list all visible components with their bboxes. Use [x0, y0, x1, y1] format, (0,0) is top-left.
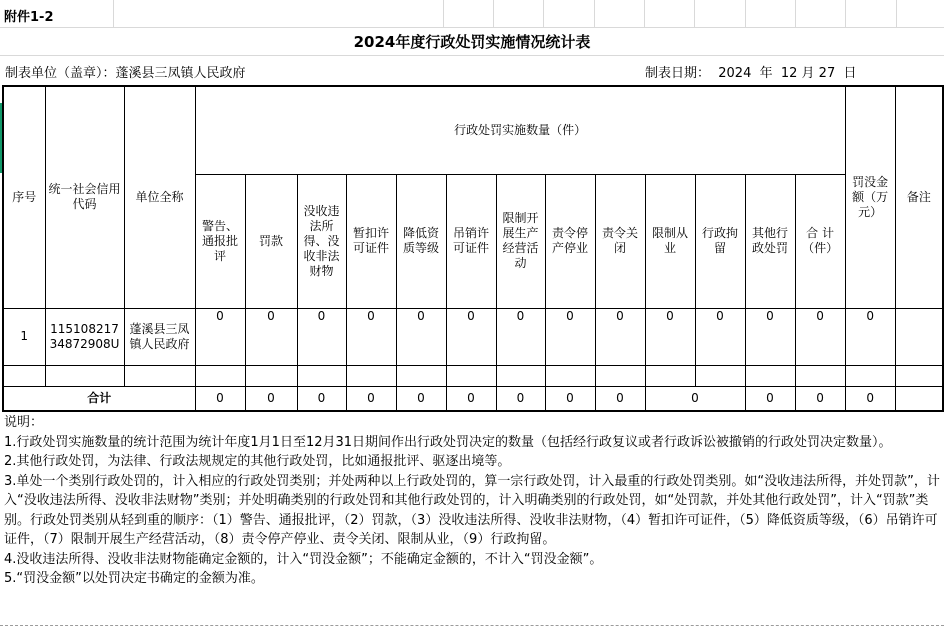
header-sub-suspend-license: 暂扣许可证件 [346, 174, 396, 308]
gridline [0, 55, 944, 56]
note-item-1: 1.行政处罚实施数量的统计范围为统计年度1月1日至12月31日期间作出行政处罚决定的数量（包括经行政复议或者行政诉讼被撤销的行政处罚决定数量）。 [4, 434, 892, 450]
total-cell: 0 [745, 386, 795, 411]
header-remark: 备注 [895, 86, 943, 308]
note-item-2: 2.其他行政处罚，为法律、行政法规规定的其他行政处罚，比如通报批评、驱逐出境等。 [4, 454, 511, 469]
header-sub-order-close: 责令关闭 [595, 174, 645, 308]
header-seq: 序号 [3, 86, 45, 308]
cell-value: 0 [496, 308, 545, 365]
header-amount: 罚没金额（万元） [845, 86, 895, 308]
cell-value: 0 [297, 308, 346, 365]
empty-cell [195, 365, 245, 386]
gridline [443, 0, 444, 27]
prepared-date-label: 制表日期： 2024 年 12 月 27 日 [645, 66, 857, 81]
total-cell-remark [895, 386, 943, 411]
total-cell: 0 [545, 386, 595, 411]
gridline [896, 0, 897, 27]
empty-cell [795, 365, 845, 386]
header-sub-fine: 罚款 [245, 174, 297, 308]
empty-cell [124, 365, 195, 386]
empty-cell [545, 365, 595, 386]
attachment-label: 附件1-2 [4, 10, 54, 25]
total-cell: 0 [396, 386, 446, 411]
gridline [795, 0, 796, 27]
gridline [845, 0, 846, 27]
total-cell: 0 [795, 386, 845, 411]
total-row-label: 合计 [3, 386, 195, 411]
note-item-4: 4.没收违法所得、没收非法财物能确定金额的，计入“罚没金额”；不能确定金额的，不计入“罚没金额”。 [4, 551, 603, 567]
cell-credit-code: 11510821734872908U [45, 308, 124, 365]
cell-value: 0 [545, 308, 595, 365]
header-unit-name: 单位全称 [124, 86, 195, 308]
total-cell: 0 [446, 386, 496, 411]
prepared-by-label: 制表单位（盖章）：蓬溪县三凤镇人民政府 [5, 66, 246, 81]
empty-cell [396, 365, 446, 386]
gridline [0, 27, 944, 28]
cell-value: 0 [245, 308, 297, 365]
header-sub-revoke-license: 吊销许可证件 [446, 174, 496, 308]
empty-cell [695, 365, 745, 386]
page-title: 2024年度行政处罚实施情况统计表 [353, 33, 591, 51]
empty-cell [745, 365, 795, 386]
empty-cell [245, 365, 297, 386]
cell-unit-name: 蓬溪县三凤镇人民政府 [124, 308, 195, 365]
notes-title: 说明： [4, 415, 44, 430]
total-cell: 0 [245, 386, 297, 411]
empty-cell [297, 365, 346, 386]
gridline [644, 0, 645, 27]
cell-value: 0 [745, 308, 795, 365]
note-item-3: 3.单处一个类别行政处罚的，计入相应的行政处罚类别；并处两种以上行政处罚的，算一宗行政处罚，计入最重的行政处罚类别。如“没收违法所得，并处罚款”，计入“没收违法所得、没收非法财物”类别；并处明确类别的行政处罚和其他行政处罚的，计入明确类别的行政处罚，如“处罚款，并处其他行政处罚”，计入“罚款”类别。行政处罚类别从轻到重的顺序：（1）警告、通报批评，（2）罚款，（3）没收违法所得、没收非法财物，（4）暂扣许可证件，（5）降低资质等级，（6）吊销许可证件，（7）限制开展生产经营活动，（8）责令停产停业、责令关闭、限制从业，（9）行政拘留。 [4, 473, 940, 547]
cell-amount: 0 [845, 308, 895, 365]
total-cell-merged: 0 [645, 386, 745, 411]
cell-value: 0 [446, 308, 496, 365]
cell-value: 0 [645, 308, 695, 365]
empty-cell [645, 365, 695, 386]
header-sub-halt-production: 责令停产停业 [545, 174, 595, 308]
cell-value: 0 [396, 308, 446, 365]
header-group-penalty-count: 行政处罚实施数量（件） [195, 86, 845, 174]
header-sub-warning: 警告、通报批评 [195, 174, 245, 308]
cell-value: 0 [346, 308, 396, 365]
cell-value: 0 [795, 308, 845, 365]
gridline [594, 0, 595, 27]
cell-value: 0 [695, 308, 745, 365]
page-break-dashed-line [0, 625, 944, 626]
header-sub-restrict-practice: 限制从业 [645, 174, 695, 308]
total-cell: 0 [195, 386, 245, 411]
empty-cell [346, 365, 396, 386]
gridline [543, 0, 544, 27]
gridline [113, 0, 114, 27]
gridline [694, 0, 695, 27]
total-cell-amount: 0 [845, 386, 895, 411]
empty-cell [3, 365, 45, 386]
total-cell: 0 [595, 386, 645, 411]
empty-cell [895, 365, 943, 386]
header-sub-detention: 行政拘留 [695, 174, 745, 308]
notes-section [4, 413, 940, 589]
empty-cell [45, 365, 124, 386]
empty-cell [446, 365, 496, 386]
total-cell: 0 [496, 386, 545, 411]
gridline [745, 0, 746, 27]
empty-cell [496, 365, 545, 386]
cell-value: 0 [595, 308, 645, 365]
header-credit-code: 统一社会信用代码 [45, 86, 124, 308]
empty-cell [845, 365, 895, 386]
total-cell: 0 [297, 386, 346, 411]
cell-seq: 1 [3, 308, 45, 365]
header-sub-confiscate: 没收违法所得、没收非法财物 [297, 174, 346, 308]
header-sub-restrict-production: 限制开展生产经营活动 [496, 174, 545, 308]
header-sub-total: 合 计（件） [795, 174, 845, 308]
penalty-statistics-table [2, 85, 944, 412]
header-sub-other: 其他行政处罚 [745, 174, 795, 308]
note-item-5: 5.“罚没金额”以处罚决定书确定的金额为准。 [4, 571, 264, 586]
cell-value: 0 [195, 308, 245, 365]
gridline [493, 0, 494, 27]
total-cell: 0 [346, 386, 396, 411]
cell-remark [895, 308, 943, 365]
header-sub-downgrade: 降低资质等级 [396, 174, 446, 308]
empty-cell [595, 365, 645, 386]
